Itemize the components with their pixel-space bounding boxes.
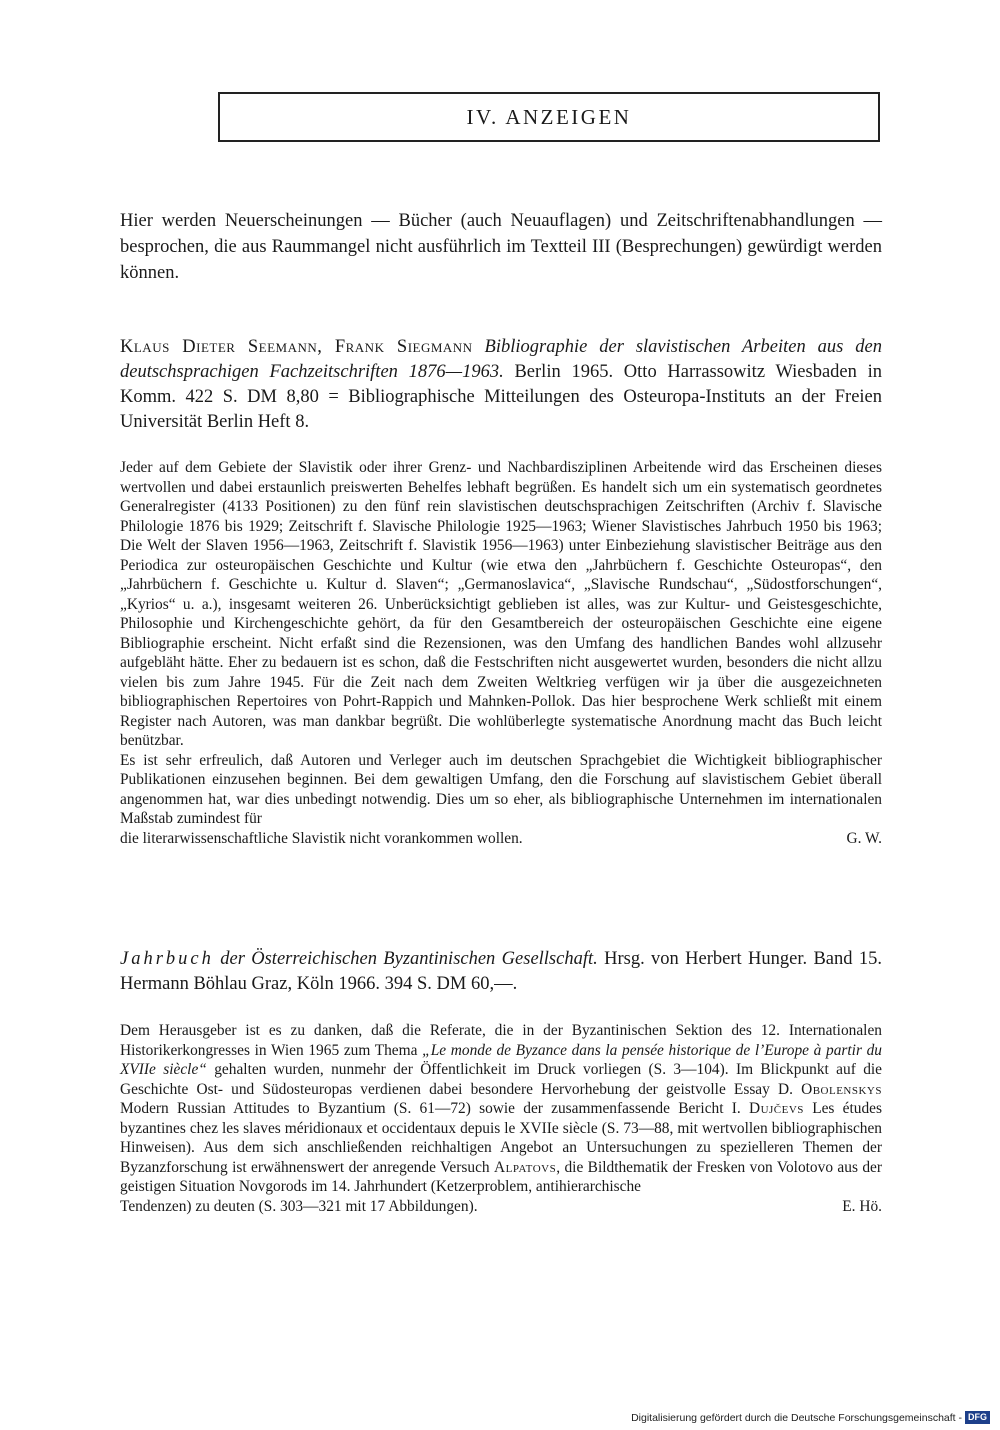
entry-1-review — [120, 458, 882, 848]
entry-2-review-author-dujcev: Dujčevs — [748, 1100, 804, 1117]
entry-2-review-part-i: , die Bildthematik der Fresken von Volotovo aus der geistigen Situation Novgorods im 14. Jahrhundert (Ketzerproblem, antihierarchische — [120, 1158, 882, 1195]
footer-text: Digitalisierung gefördert durch die Deutsche Forschungsgemeinschaft - — [631, 1411, 962, 1424]
entry-2-review-part-g: Les études byzantines chez les slaves méridionaux et occidentaux depuis le XVIIe siècle (S. 73—88, mit wertvollen bibliographischen Hinweisen). Aus dem sich anschließenden reichhaltigen Angebot an Untersuchungen zu spezielleren Themen der Byzanzforschung ist erwähnenswert der anregende Versuch — [120, 1100, 882, 1176]
entry-2-title: der Österreichischen Byzantinischen Gesellschaft. — [220, 949, 598, 969]
entry-1-review-last-text: die literarwissenschaftliche Slavistik nicht vorankommen wollen. — [120, 829, 523, 847]
entry-2-review — [120, 1021, 882, 1216]
entry-2-citation — [120, 947, 882, 997]
entry-1-citation — [120, 335, 882, 435]
dfg-logo: DFG — [965, 1411, 990, 1424]
entry-2-title-spaced: Jahrbuch — [120, 949, 214, 969]
entry-2-review-part-c: gehalten wurden, nunmehr der Öffentlichkeit im Druck vorliegen (S. 3—104). Im Blickpunkt auf die Geschichte Ost- und Südosteuropas verdienen dabei besondere Hervorhebung der geistvolle Essay D. — [120, 1061, 882, 1098]
section-title: IV. ANZEIGEN — [466, 104, 632, 129]
digitization-footer — [631, 1411, 990, 1424]
intro-paragraph: Hier werden Neuerscheinungen — Bücher (auch Neuauflagen) und Zeitschriftenabhandlungen — besprochen, die aus Raummangel nicht ausführlich im Textteil III (Besprechungen) gewürdigt werden können. — [120, 211, 882, 283]
entry-2-review-part-a: Dem Herausgeber ist es zu danken, daß die Referate, die in der Byzantinischen Sektion des 12. Internationalen Historikerkongresses in Wien 1965 zum Thema — [120, 1022, 882, 1059]
entry-1-publication: Berlin 1965. Otto Harrassowitz Wiesbaden in Komm. 422 S. DM 8,80 = Bibliographische Mitteilungen des Osteuropa-Instituts an der Freien Universität Berlin Heft 8. — [120, 362, 883, 432]
entry-1-title: Bibliographie der slavistischen Arbeiten aus den deutschsprachigen Fachzeitschriften 1876—1963. — [120, 337, 882, 382]
entry-2-review-last-text: Tendenzen) zu deuten (S. 303—321 mit 17 Abbildungen). — [120, 1197, 478, 1215]
entry-2-review-italic-theme: „Le monde de Byzance dans la pensée historique de l’Europe à partir du XVIIe siècle“ — [120, 1041, 883, 1078]
entry-1-signature: G. W. — [846, 829, 882, 847]
section-header-box — [218, 92, 880, 142]
entry-2-review-author-obolensky: Obolenskys — [801, 1080, 882, 1098]
entry-2-review-paragraph — [120, 1021, 882, 1197]
entry-2-review-part-e: Modern Russian Attitudes to Byzantium (S. 61—72) sowie der zusammenfassende Bericht I. — [120, 1100, 741, 1117]
entry-2-publication: Hrsg. von Herbert Hunger. Band 15. Hermann Böhlau Graz, Köln 1966. 394 S. DM 60,—. — [120, 949, 882, 994]
entry-1-review-final-line — [120, 829, 882, 849]
entry-2-review-final-line — [120, 1197, 882, 1217]
entry-1-review-paragraph-1: Jeder auf dem Gebiete der Slavistik oder ihrer Grenz- und Nachbardisziplinen Arbeitende wird das Erscheinen dieses wertvollen und dabei erstaunlich preiswerten Behelfes lebhaft begrüßen. Es handelt sich um ein systematisch geordnetes Generalregister (4133 Positionen) zu den fünf rein slavistischen deutschsprachigen Zeitschriften (Archiv f. Slavische Philologie 1876 bis 1929; Zeitschrift f. Slavische Philologie 1925—1963; Wiener Slavistisches Jahrbuch 1950 bis 1963; Die Welt der Slaven 1956—1963, Zeitschrift f. Slavistik 1956—1963) unter Einbeziehung slavistischer Beiträge aus den Periodica zur osteuropäischen Geschichte und Kultur (wie etwa den „Jahrbüchern f. Geschichte Osteuropas“, den „Jahrbüchern f. Geschichte u. Kultur d. Slaven“; „Germanoslavica“, „Slavische Rundschau“, „Südostforschungen“, „Kyrios“ u. a.), insgesamt weiteren 26. Unberücksichtigt geblieben ist alles, was zur Kultur- und Geistesgeschichte, Philosophie und Kirchengeschichte gehört, da für den Gesamtbereich der osteuropäischen Geschichte eine eigene Bibliographie erscheint. Nicht erfaßt sind die Rezensionen, was den Umfang des handlichen Bandes wohl allzusehr aufgebläht hätte. Eher zu bedauern ist es schon, daß die Festschriften nicht ausgewertet wurden, besonders die nicht allzu vielen bis zum Jahre 1945. Für die Zeit nach dem Zweiten Weltkrieg verfügen wir ja über die ausgezeichneten bibliographischen Repertoires von Pohrt-Rappich und Mahnken-Pollok. Das hier besprochene Werk schließt mit einem Register nach Autoren, was man dankbar begrüßt. Die wohlüberlegte systematische Anordnung macht das Buch leicht benützbar. — [120, 459, 882, 749]
entry-1-authors: Klaus Dieter Seemann, Frank Siegmann — [120, 337, 473, 357]
entry-1-review-paragraph-2: Es ist sehr erfreulich, daß Autoren und Verleger auch im deutschen Sprachgebiet die Wichtigkeit bibliographischer Publikationen einzusehen beginnen. Bei dem gewaltigen Umfang, den die Forschung auf slavistischem Gebiet überall angenommen hat, war dies unbedingt notwendig. Dies um so eher, als bibliographische Unternehmen im internationalen Maßstab zumindest für — [120, 751, 882, 827]
entry-2-review-author-alpatov: Alpatovs — [494, 1158, 557, 1176]
entry-2-signature: E. Hö. — [842, 1197, 882, 1215]
